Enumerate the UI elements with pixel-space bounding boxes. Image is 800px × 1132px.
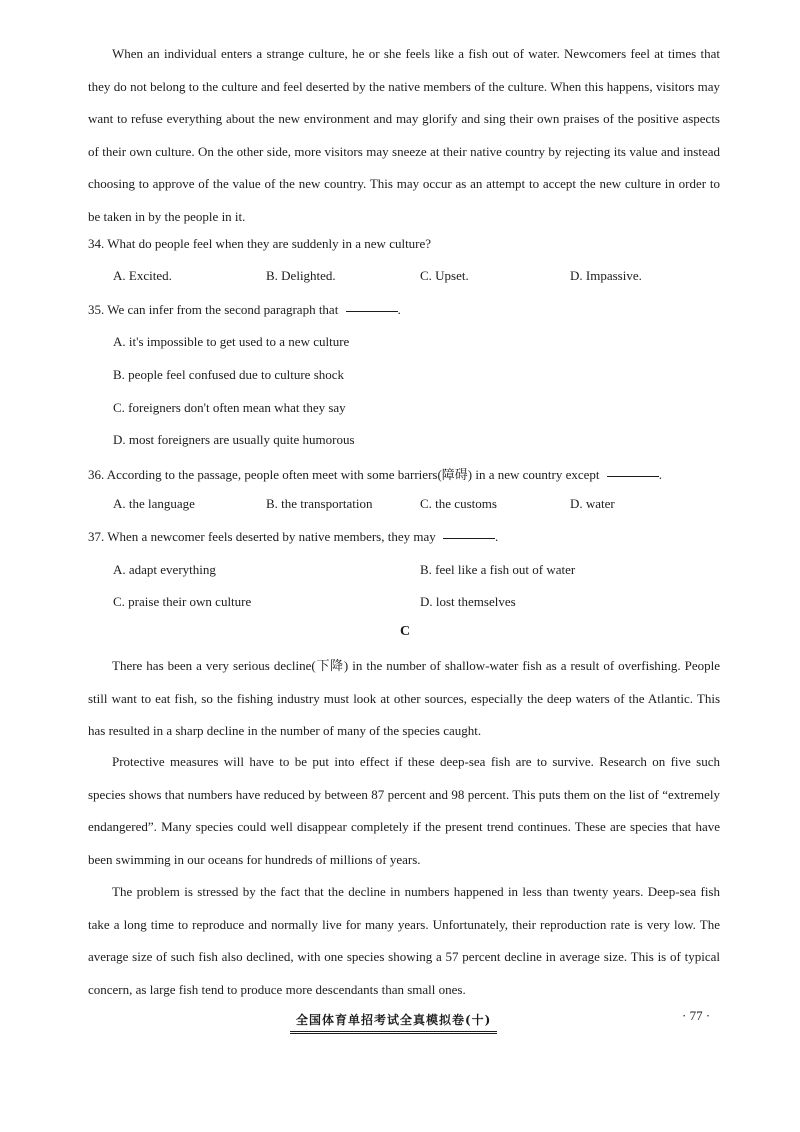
question-36-option-a: A. the language (113, 496, 195, 511)
question-35 (88, 302, 401, 318)
question-36-option-d: D. water (570, 496, 615, 511)
passage-paragraph: When an individual enters a strange culture, he or she feels like a fish out of water. Newcomers feel at times that they do not belong to the culture and feel deserted by the native members of the culture. When this happens, visitors may want to refuse everything about the new environment and may glorify and sing their own praises of the positive aspects of their own culture. On the other side, more visitors may sneeze at their native country by rejecting its value and instead choosing to approve of the value of the new country. This may occur as an attempt to accept the new culture in order to be taken in by the people in it. (88, 46, 720, 224)
answer-blank (607, 475, 659, 477)
question-36-option-b: B. the transportation (266, 496, 373, 511)
question-37-stem: 37. When a newcomer feels deserted by native members, they may (88, 529, 436, 544)
section-heading: C (400, 624, 411, 639)
section-c-paragraph-1: There has been a very serious decline(下降) in the number of shallow-water fish as a result of overfishing. People still want to eat fish, so the fishing industry must look at other sources, especially the deep waters of the Atlantic. This has resulted in a sharp decline in the number of many of the species caught. (88, 658, 720, 739)
question-34-option-b: B. Delighted. (266, 268, 336, 283)
question-35-suffix: . (397, 302, 401, 317)
answer-blank (346, 310, 398, 312)
question-35-stem: 35. We can infer from the second paragraph that (88, 302, 339, 317)
question-35-option-b: B. people feel confused due to culture shock (113, 367, 345, 382)
page-number: · 77 · (682, 1008, 711, 1023)
footer-title: 全国体育单招考试全真模拟卷(十) (290, 1011, 497, 1034)
question-36-suffix: . (658, 467, 663, 482)
question-35-option-c: C. foreigners don't often mean what they say (113, 400, 346, 415)
question-37-option-c: C. praise their own culture (113, 594, 252, 609)
question-34-option-c: C. Upset. (420, 268, 469, 283)
question-34-option-a: A. Excited. (113, 268, 172, 283)
question-36-option-c: C. the customs (420, 496, 497, 511)
question-37-option-a: A. adapt everything (113, 562, 216, 577)
section-c-paragraph-2: Protective measures will have to be put into effect if these deep-sea fish are to survive. Research on five such species shows that numbers have reduced by between 87 percent and 98 percent. This puts them on the list of “extremely endangered”. Many species could well disappear completely if the present trend continues. These are species that have been swimming in our oceans for hundreds of millions of years. (88, 754, 720, 867)
question-35-option-d: D. most foreigners are usually quite humorous (113, 432, 355, 447)
question-34-option-d: D. Impassive. (570, 268, 642, 283)
question-36-stem: 36. According to the passage, people often meet with some barriers(障碍) in a new country except (88, 467, 600, 482)
question-37-suffix: . (495, 529, 499, 544)
answer-blank (443, 537, 495, 539)
question-37 (88, 529, 498, 545)
question-37-option-d: D. lost themselves (420, 594, 516, 609)
section-c-paragraph-3: The problem is stressed by the fact that the decline in numbers happened in less than twenty years. Deep-sea fish take a long time to reproduce and normally live for many years. Unfortunately, their reproduction rate is very low. The average size of such fish also declined, with one species showing a 57 percent decline in average size. This is of typical concern, as large fish tend to produce more descendants than small ones. (88, 884, 720, 997)
question-35-option-a: A. it's impossible to get used to a new culture (113, 334, 350, 349)
question-36 (88, 464, 662, 483)
question-34-stem: 34. What do people feel when they are suddenly in a new culture? (88, 236, 432, 251)
question-37-option-b: B. feel like a fish out of water (420, 562, 576, 577)
